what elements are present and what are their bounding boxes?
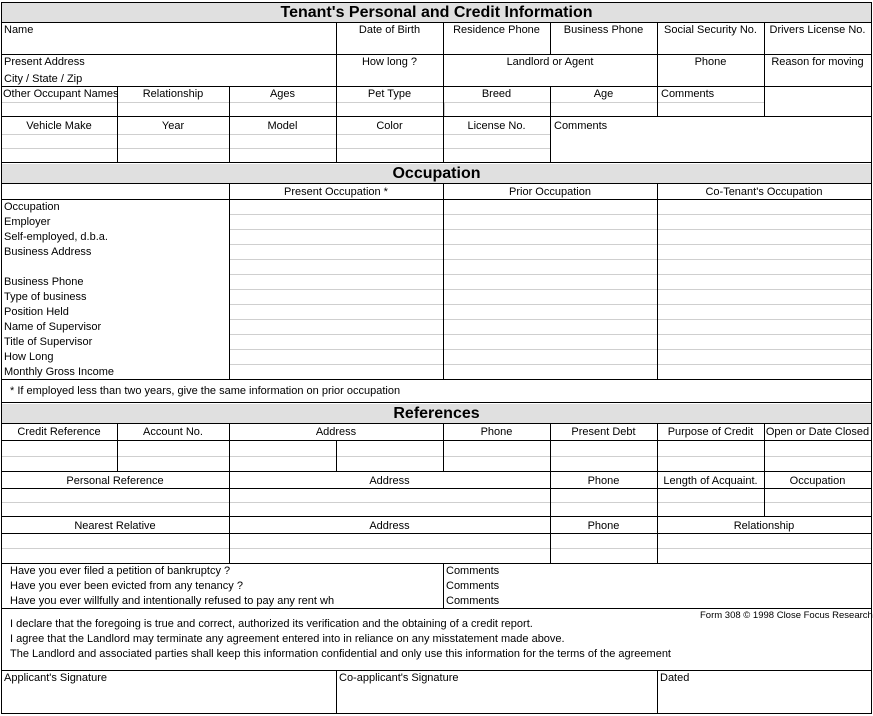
label-landlord-phone: Phone bbox=[694, 56, 727, 68]
label-credit-phone: Phone bbox=[480, 426, 513, 438]
row-occupation: Occupation bbox=[4, 201, 60, 213]
label-length-acquaint: Length of Acquaint. bbox=[663, 475, 758, 487]
row-business-address: Business Address bbox=[4, 246, 92, 258]
label-relative-relationship: Relationship bbox=[733, 520, 795, 532]
label-personal-address: Address bbox=[369, 475, 410, 487]
label-breed: Breed bbox=[481, 88, 512, 100]
question-bankruptcy: Have you ever filed a petition of bankruptcy ? bbox=[10, 565, 231, 577]
label-pet-age: Age bbox=[593, 88, 614, 100]
label-personal-occupation: Occupation bbox=[789, 475, 846, 487]
form-title: Tenant's Personal and Credit Information bbox=[280, 4, 593, 21]
label-purpose-credit: Purpose of Credit bbox=[667, 426, 754, 438]
row-business-phone: Business Phone bbox=[4, 276, 84, 288]
row-monthly-income: Monthly Gross Income bbox=[4, 366, 115, 378]
label-vehicle-color: Color bbox=[376, 120, 403, 132]
label-license-no: License No. bbox=[467, 120, 526, 132]
label-how-long: How long ? bbox=[361, 56, 418, 68]
question-refused-rent-comments: Comments bbox=[446, 595, 500, 607]
label-present-address: Present Address bbox=[4, 56, 85, 68]
label-reason-moving: Reason for moving bbox=[771, 56, 864, 68]
label-vehicle-model: Model bbox=[267, 120, 298, 132]
label-ssn: Social Security No. bbox=[664, 24, 757, 36]
label-date-of-birth: Date of Birth bbox=[358, 24, 421, 36]
label-relative-address: Address bbox=[369, 520, 410, 532]
label-personal-reference: Personal Reference bbox=[66, 475, 164, 487]
col-present-occupation: Present Occupation * bbox=[284, 186, 388, 198]
label-coapplicant-signature: Co-applicant's Signature bbox=[339, 672, 459, 684]
row-how-long: How Long bbox=[4, 351, 54, 363]
occupation-heading: Occupation bbox=[392, 165, 481, 182]
label-occupant-relationship: Relationship bbox=[142, 88, 204, 100]
row-type-of-business: Type of business bbox=[4, 291, 87, 303]
label-vehicle-year: Year bbox=[161, 120, 185, 132]
label-name: Name bbox=[4, 24, 34, 36]
row-position-held: Position Held bbox=[4, 306, 69, 318]
label-pet-type: Pet Type bbox=[367, 88, 412, 100]
label-account-no: Account No. bbox=[143, 426, 203, 438]
references-heading: References bbox=[393, 405, 480, 422]
row-employer: Employer bbox=[4, 216, 51, 228]
declaration-line-2: I agree that the Landlord may terminate any agreement entered into in reliance on any misstatement made above. bbox=[10, 633, 565, 645]
label-applicant-signature: Applicant's Signature bbox=[4, 672, 107, 684]
label-city-state-zip: City / State / Zip bbox=[4, 73, 83, 85]
row-name-supervisor: Name of Supervisor bbox=[4, 321, 102, 333]
col-prior-occupation: Prior Occupation bbox=[509, 186, 591, 198]
label-credit-address: Address bbox=[315, 426, 357, 438]
occupation-footnote: * If employed less than two years, give the same information on prior occupation bbox=[10, 385, 401, 397]
label-business-phone: Business Phone bbox=[563, 24, 644, 36]
label-relative-phone: Phone bbox=[587, 520, 620, 532]
question-evicted: Have you ever been evicted from any tenancy ? bbox=[10, 580, 243, 592]
label-dated: Dated bbox=[660, 672, 690, 684]
label-occupant-comments: Comments bbox=[661, 88, 715, 100]
label-drivers-license: Drivers License No. bbox=[769, 24, 866, 36]
label-other-occupants: Other Occupant Names bbox=[3, 88, 119, 100]
label-present-debt: Present Debt bbox=[571, 426, 636, 438]
declaration-line-1: I declare that the foregoing is true and correct, authorized its verification and the obtaining of a credit report. bbox=[10, 618, 533, 630]
label-nearest-relative: Nearest Relative bbox=[74, 520, 156, 532]
question-bankruptcy-comments: Comments bbox=[446, 565, 500, 577]
row-title-supervisor: Title of Supervisor bbox=[4, 336, 93, 348]
col-cotenant-occupation: Co-Tenant's Occupation bbox=[705, 186, 823, 198]
declaration-line-3: The Landlord and associated parties shall keep this information confidential and only use this information for the terms of the agreement bbox=[10, 648, 671, 660]
label-vehicle-comments: Comments bbox=[554, 120, 608, 132]
label-credit-reference: Credit Reference bbox=[17, 426, 101, 438]
label-personal-phone: Phone bbox=[587, 475, 620, 487]
label-vehicle-make: Vehicle Make bbox=[26, 120, 92, 132]
question-refused-rent: Have you ever willfully and intentionally refused to pay any rent wh bbox=[10, 595, 335, 607]
label-open-closed: Open or Date Closed bbox=[765, 426, 870, 438]
label-residence-phone: Residence Phone bbox=[453, 24, 540, 36]
label-occupant-ages: Ages bbox=[269, 88, 296, 100]
question-evicted-comments: Comments bbox=[446, 580, 500, 592]
label-landlord-agent: Landlord or Agent bbox=[506, 56, 594, 68]
form-copyright-note: Form 308 © 1998 Close Focus Research bbox=[700, 610, 873, 621]
row-self-employed: Self-employed, d.b.a. bbox=[4, 231, 108, 243]
